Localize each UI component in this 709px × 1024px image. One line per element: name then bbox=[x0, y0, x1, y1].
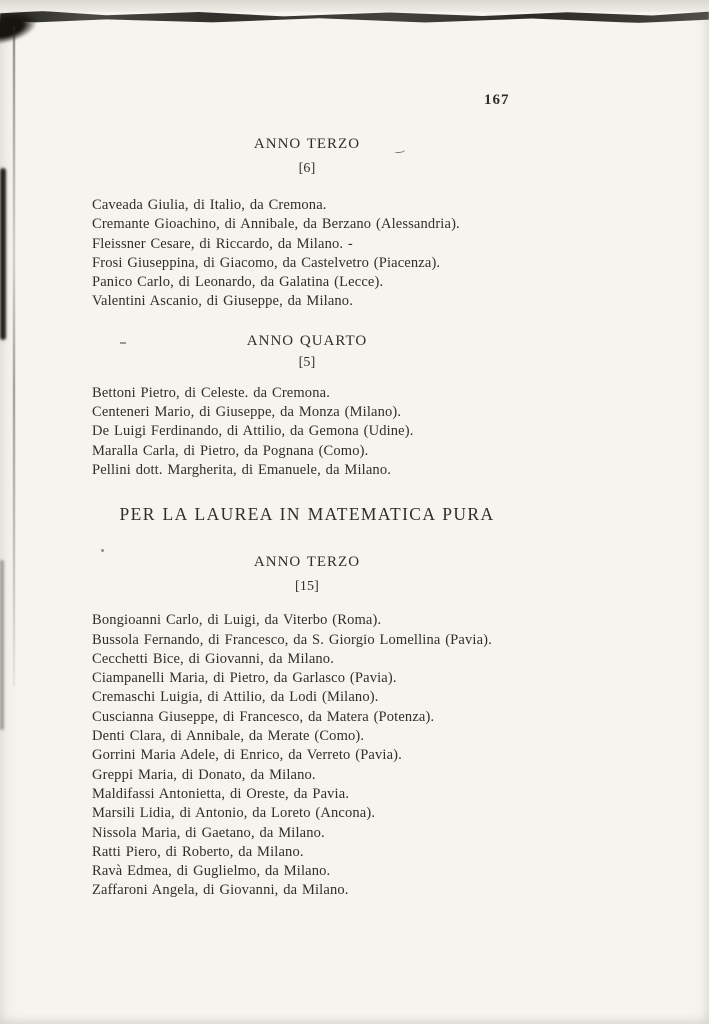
section-count: [15] bbox=[295, 579, 319, 595]
student-entry: Gorrini Maria Adele, di Enrico, da Verreto (Pavia). bbox=[92, 747, 402, 764]
scan-artifact-top-edge bbox=[0, 0, 709, 12]
student-entry: Zaffaroni Angela, di Giovanni, da Milano. bbox=[92, 882, 349, 899]
student-entry: Maldifassi Antonietta, di Oreste, da Pavia. bbox=[92, 785, 350, 802]
student-entry: Cecchetti Bice, di Giovanni, da Milano. bbox=[92, 650, 334, 667]
scan-artifact-left-blob bbox=[0, 168, 6, 340]
student-list-anno-terzo bbox=[92, 196, 522, 312]
section-heading-anno-terzo: ANNO TERZO bbox=[253, 136, 361, 152]
scan-artifact-top-band bbox=[0, 11, 709, 23]
student-entry: Bussola Fernando, di Francesco, da S. Giorgio Lomellina (Pavia). bbox=[92, 631, 492, 648]
student-entry: Centeneri Mario, di Giuseppe, da Monza (Milano). bbox=[92, 404, 402, 421]
student-entry: Frosi Giuseppina, di Giacomo, da Castelvetro (Piacenza). bbox=[92, 254, 441, 271]
student-entry: Denti Clara, di Annibale, da Merate (Como). bbox=[92, 728, 365, 745]
scan-artifact-left-line bbox=[13, 26, 15, 686]
degree-section-title: PER LA LAUREA IN MATEMATICA PURA bbox=[119, 504, 495, 525]
student-entry: Bettoni Pietro, di Celeste. da Cremona. bbox=[92, 384, 330, 401]
student-entry: Fleissner Cesare, di Riccardo, da Milano. - bbox=[92, 235, 353, 252]
section-heading-matematica-anno-terzo: ANNO TERZO bbox=[253, 554, 361, 571]
scan-artifact-top-left-blob bbox=[0, 7, 39, 45]
student-entry: Greppi Maria, di Donato, da Milano. bbox=[92, 766, 316, 783]
student-entry: De Luigi Ferdinando, di Attilio, da Gemona (Udine). bbox=[92, 423, 414, 440]
student-entry: Cremaschi Luigia, di Attilio, da Lodi (Milano). bbox=[92, 689, 379, 706]
student-entry: Caveada Giulia, di Italio, da Cremona. bbox=[92, 197, 327, 213]
student-entry: Ciampanelli Maria, di Pietro, da Garlasco (Pavia). bbox=[92, 670, 397, 687]
student-entry: Bongioanni Carlo, di Luigi, da Viterbo (Roma). bbox=[92, 612, 382, 629]
section-count: [5] bbox=[298, 354, 316, 370]
student-entry: Cuscianna Giuseppe, di Francesco, da Matera (Potenza). bbox=[92, 708, 435, 725]
page-number: 167 bbox=[484, 92, 510, 108]
student-entry: Marsili Lidia, di Antonio, da Loreto (Ancona). bbox=[92, 805, 376, 822]
scan-artifact-left-blob-lower bbox=[0, 560, 4, 730]
student-list-matematica-anno-terzo bbox=[92, 611, 522, 900]
student-entry: Cremante Gioachino, di Annibale, da Berzano (Alessandria). bbox=[92, 216, 460, 233]
student-entry: Nissola Maria, di Gaetano, da Milano. bbox=[92, 824, 325, 841]
student-entry: Pellini dott. Margherita, di Emanuele, da Milano. bbox=[92, 461, 391, 478]
student-list-anno-quarto bbox=[92, 384, 522, 480]
student-entry: Ravà Edmea, di Guglielmo, da Milano. bbox=[92, 863, 331, 880]
page-content bbox=[92, 136, 522, 901]
student-entry: Valentini Ascanio, di Giuseppe, da Milano. bbox=[92, 293, 353, 310]
section-count: [6] bbox=[298, 161, 316, 176]
student-entry: Ratti Piero, di Roberto, da Milano. bbox=[92, 843, 304, 860]
section-heading-anno-quarto: ANNO QUARTO bbox=[246, 332, 368, 349]
student-entry: Maralla Carla, di Pietro, da Pognana (Como). bbox=[92, 442, 369, 459]
student-entry: Panico Carlo, di Leonardo, da Galatina (Lecce). bbox=[92, 274, 384, 291]
